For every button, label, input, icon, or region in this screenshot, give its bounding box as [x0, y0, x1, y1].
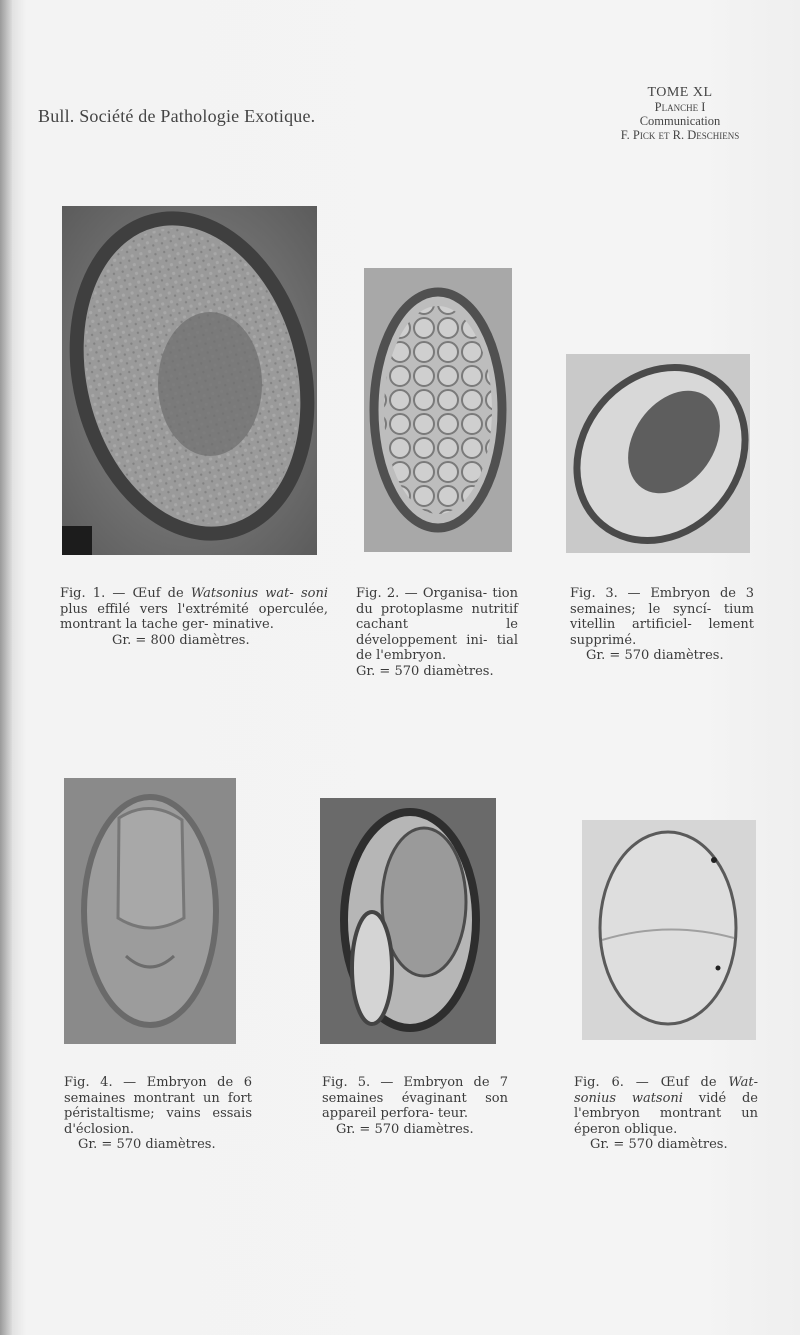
figure-label: Fig. 6. — — [574, 1075, 649, 1090]
figure-3-caption — [570, 586, 754, 664]
page-edge-shadow — [0, 0, 12, 1335]
journal-title: Bull. Société de Pathologie Exotique. — [38, 106, 316, 126]
magnification: Gr. = 800 diamètres. — [112, 632, 250, 648]
plate-info — [580, 86, 780, 142]
magnification: Gr. = 570 diamètres. — [336, 1121, 474, 1137]
figure-4-caption — [64, 1075, 252, 1153]
figure-label: Fig. 5. — — [322, 1075, 394, 1090]
magnification: Gr. = 570 diamètres. — [590, 1137, 728, 1152]
species-name: Wat- sonius watsoni — [574, 1075, 758, 1106]
figure-1-caption — [60, 586, 328, 648]
caption-text: Organisa- tion du protoplasme nutritif cachant le développement ini- tial de l'embryon. — [356, 586, 518, 663]
caption-text: Embryon de 6 semaines montrant un fort péristaltisme; vains essais d'éclosion. — [64, 1075, 252, 1137]
figure-5-photo — [320, 798, 496, 1044]
figure-3-photo — [566, 354, 750, 553]
caption-text: Œuf de — [660, 1075, 729, 1090]
caption-text: plus effilé vers l'extrémité operculée, montrant la tache ger- minative. — [60, 601, 328, 632]
figure-label: Fig. 4. — — [64, 1075, 137, 1090]
caption-text: Œuf de — [132, 586, 191, 601]
authors-label: F. Pick et R. Deschiens — [620, 128, 740, 142]
figure-label: Fig. 1. — — [60, 586, 126, 601]
figure-label: Fig. 2. — — [356, 586, 418, 601]
figure-2-caption — [356, 586, 518, 679]
communication-label: Communication — [639, 114, 721, 128]
caption-text: Embryon de 3 semaines; le syncí- tium vitellin artificiel- lement supprimé. — [570, 586, 754, 648]
magnification: Gr. = 570 diamètres. — [78, 1137, 216, 1152]
figure-4-photo — [64, 778, 236, 1044]
figure-2-photo — [364, 268, 512, 552]
magnification: Gr. = 570 diamètres. — [356, 663, 494, 679]
species-name: Watsonius wat- soni — [190, 586, 328, 601]
magnification: Gr. = 570 diamètres. — [586, 648, 724, 663]
volume-label: TOME XL — [647, 85, 713, 100]
figure-6-photo — [582, 820, 756, 1040]
caption-text: Embryon de 7 semaines évaginant son appareil perfora- teur. — [322, 1075, 508, 1121]
figure-5-caption — [322, 1075, 508, 1137]
figure-1-photo — [62, 206, 317, 555]
figure-6-caption — [574, 1075, 758, 1153]
caption-text: vidé de l'embryon montrant un éperon oblique. — [574, 1090, 759, 1137]
figure-label: Fig. 3. — — [570, 586, 641, 601]
plate-label: Planche I — [654, 100, 706, 114]
